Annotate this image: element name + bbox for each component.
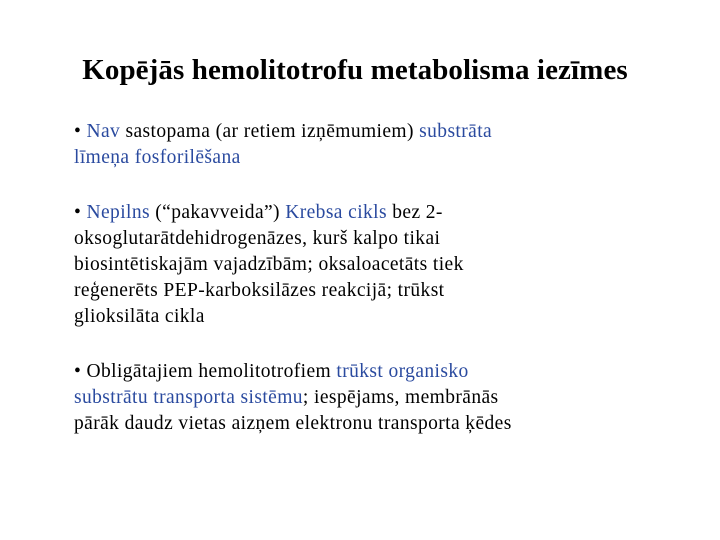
bullet-marker: • bbox=[74, 202, 87, 223]
bullet-text: (“pakavveida”) bbox=[149, 202, 286, 223]
bullet-text-highlight: Krebsa cikls bbox=[285, 202, 387, 223]
bullet-text: ; iespējams, membrānās pārāk daudz vietas aizņem elektronu transporta ķēdes bbox=[74, 387, 512, 434]
bullet-text-highlight: Nav bbox=[86, 121, 121, 142]
bullet-item bbox=[74, 359, 674, 437]
bullet-text-highlight: substrāta bbox=[419, 121, 493, 142]
bullet-text-highlight: līmeņa fosforilēšana bbox=[74, 147, 241, 168]
bullet-text: sastopama (ar retiem izņēmumiem) bbox=[120, 121, 420, 142]
slide-title: Kopējās hemolitotrofu metabolisma iezīmes bbox=[82, 54, 628, 86]
bullet-text-highlight: trūkst organisko substrātu transporta sistēmu bbox=[74, 361, 469, 408]
bullet-marker: • bbox=[74, 121, 87, 142]
bullet-text-highlight: Nepilns bbox=[86, 202, 150, 223]
bullet-item bbox=[74, 119, 674, 171]
bullet-item bbox=[74, 200, 674, 330]
bullet-text: Obligātajiem hemolitotrofiem bbox=[86, 361, 337, 382]
bullet-text: bez 2- oksoglutarātdehidrogenāzes, kurš kalpo tikai biosintētiskajām vajadzībām; oksaloacetāts tiek reģenerēts PEP-karboksilāzes reakcijā; trūkst glioksilāta cikla bbox=[74, 202, 464, 327]
bullet-list bbox=[74, 119, 674, 437]
bullet-marker: • bbox=[74, 361, 87, 382]
